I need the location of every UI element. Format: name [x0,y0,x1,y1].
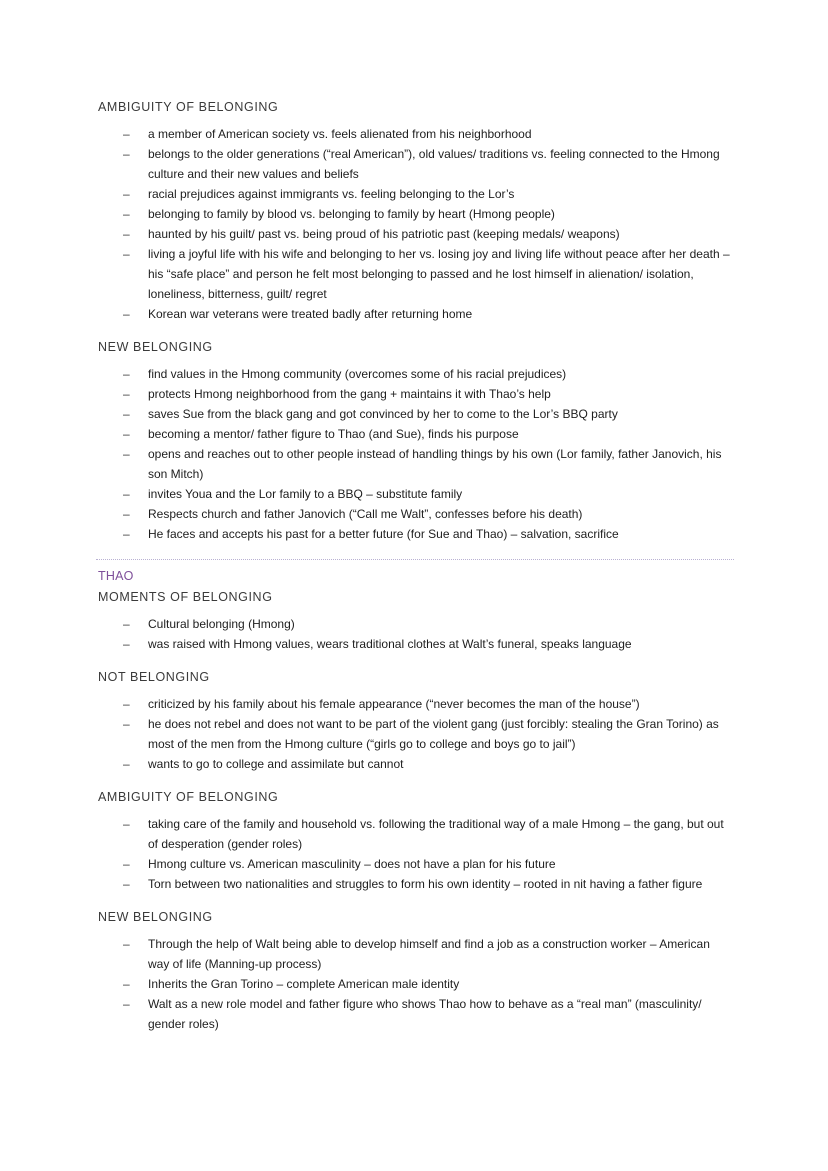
list-item [98,364,732,384]
list-item-text: wants to go to college and assimilate but cannot [148,757,404,771]
list-item-text: saves Sue from the black gang and got convinced by her to come to the Lor’s BBQ party [148,407,618,421]
section-heading: NOT BELONGING [98,670,210,684]
section-divider [96,559,734,560]
dash-bullet-icon: – [123,147,130,161]
bullet-list [98,934,732,1034]
list-item-text: Through the help of Walt being able to develop himself and find a job as a construction worker – American way of life (Manning-up process) [148,937,710,971]
dash-bullet-icon: – [123,997,130,1011]
list-item [98,694,732,714]
list-item-text: taking care of the family and household vs. following the traditional way of a male Hmong – the gang, but out of desperation (gender roles) [148,817,724,851]
list-item [98,144,732,184]
list-item-text: Korean war veterans were treated badly after returning home [148,307,473,321]
section-heading: AMBIGUITY OF BELONGING [98,790,279,804]
list-item [98,814,732,854]
list-item-text: Inherits the Gran Torino – complete American male identity [148,977,460,991]
bullet-list [98,814,732,894]
dash-bullet-icon: – [123,507,130,521]
dash-bullet-icon: – [123,857,130,871]
list-item [98,304,732,324]
list-item-text: opens and reaches out to other people instead of handling things by his own (Lor family, father Janovich, his son Mitch) [148,447,722,481]
dash-bullet-icon: – [123,127,130,141]
dash-bullet-icon: – [123,637,130,651]
dash-bullet-icon: – [123,717,130,731]
section-heading: NEW BELONGING [98,910,213,924]
list-item [98,524,732,544]
list-item-text: belongs to the older generations (“real American”), old values/ traditions vs. feeling connected to the Hmong culture and their new values and beliefs [148,147,720,181]
list-item [98,974,732,994]
list-item [98,614,732,634]
section [98,99,732,324]
list-item-text: criticized by his family about his female appearance (“never becomes the man of the house”) [148,697,640,711]
list-item [98,994,732,1034]
list-item [98,874,732,894]
dash-bullet-icon: – [123,387,130,401]
list-item-text: invites Youa and the Lor family to a BBQ – substitute family [148,487,463,501]
dash-bullet-icon: – [123,527,130,541]
dash-bullet-icon: – [123,187,130,201]
list-item [98,404,732,424]
list-item [98,754,732,774]
dash-bullet-icon: – [123,427,130,441]
list-item [98,714,732,754]
dash-bullet-icon: – [123,307,130,321]
list-item [98,184,732,204]
list-item [98,504,732,524]
thao-title: THAO [98,569,134,583]
list-item [98,244,732,304]
bullet-list [98,614,732,654]
list-item [98,634,732,654]
section [98,339,732,544]
dash-bullet-icon: – [123,937,130,951]
list-item-text: find values in the Hmong community (overcomes some of his racial prejudices) [148,367,567,381]
list-item [98,484,732,504]
list-item [98,934,732,974]
thao-sections [98,589,732,1034]
section-heading: NEW BELONGING [98,340,213,354]
dash-bullet-icon: – [123,617,130,631]
dash-bullet-icon: – [123,487,130,501]
dash-bullet-icon: – [123,817,130,831]
list-item [98,444,732,484]
list-item-text: Respects church and father Janovich (“Call me Walt”, confesses before his death) [148,507,583,521]
list-item [98,384,732,404]
list-item-text: Hmong culture vs. American masculinity – does not have a plan for his future [148,857,556,871]
section [98,909,732,1034]
dash-bullet-icon: – [123,877,130,891]
dash-bullet-icon: – [123,247,130,261]
list-item-text: was raised with Hmong values, wears traditional clothes at Walt’s funeral, speaks language [148,637,632,651]
section [98,669,732,774]
dash-bullet-icon: – [123,977,130,991]
list-item [98,204,732,224]
section-heading: AMBIGUITY OF BELONGING [98,100,279,114]
dash-bullet-icon: – [123,757,130,771]
list-item-text: Walt as a new role model and father figure who shows Thao how to behave as a “real man” (masculinity/ gender roles) [148,997,702,1031]
list-item-text: protects Hmong neighborhood from the gang + maintains it with Thao’s help [148,387,551,401]
list-item-text: racial prejudices against immigrants vs. feeling belonging to the Lor’s [148,187,515,201]
section [98,789,732,894]
list-item [98,854,732,874]
list-item [98,224,732,244]
list-item-text: he does not rebel and does not want to be part of the violent gang (just forcibly: stealing the Gran Torino) as most of the men from the Hmong culture (“girls go to college and boys go to jail”) [148,717,719,751]
list-item-text: a member of American society vs. feels alienated from his neighborhood [148,127,532,141]
section [98,589,732,654]
bullet-list [98,364,732,544]
dash-bullet-icon: – [123,207,130,221]
list-item-text: living a joyful life with his wife and belonging to her vs. losing joy and living life without peace after her death – his “safe place” and person he felt most belonging to passed and he lost himself in alienation/ isolation, loneliness, bitterness, guilt/ regret [148,247,730,301]
dash-bullet-icon: – [123,697,130,711]
section-heading: MOMENTS OF BELONGING [98,590,273,604]
dash-bullet-icon: – [123,407,130,421]
list-item-text: He faces and accepts his past for a better future (for Sue and Thao) – salvation, sacrifice [148,527,619,541]
list-item-text: belonging to family by blood vs. belonging to family by heart (Hmong people) [148,207,555,221]
list-item-text: Cultural belonging (Hmong) [148,617,295,631]
list-item-text: Torn between two nationalities and struggles to form his own identity – rooted in nit having a father figure [148,877,703,891]
bullet-list [98,124,732,324]
walt-sections [98,99,732,544]
list-item-text: haunted by his guilt/ past vs. being proud of his patriotic past (keeping medals/ weapons) [148,227,620,241]
dash-bullet-icon: – [123,367,130,381]
list-item [98,124,732,144]
dash-bullet-icon: – [123,447,130,461]
dash-bullet-icon: – [123,227,130,241]
list-item [98,424,732,444]
list-item-text: becoming a mentor/ father figure to Thao (and Sue), finds his purpose [148,427,519,441]
bullet-list [98,694,732,774]
